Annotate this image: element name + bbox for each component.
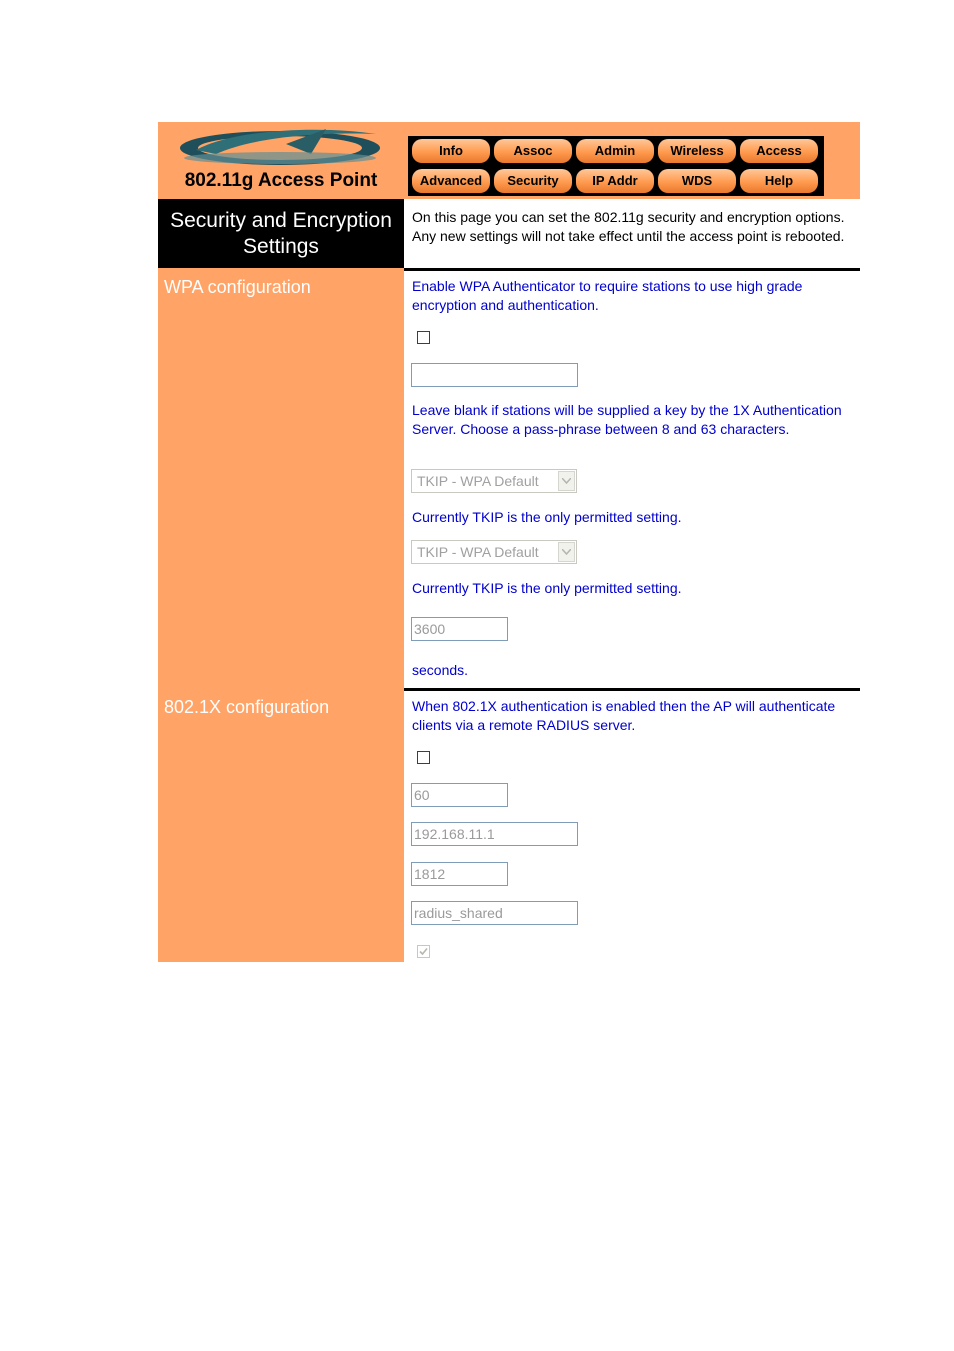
radius-port-input[interactable]: 1812 (411, 862, 508, 886)
nav-row-1 (408, 136, 824, 166)
dot1x-enabled-checkbox[interactable] (417, 751, 430, 764)
radius-ip-input[interactable]: 192.168.11.1 (411, 822, 578, 846)
radius-port-label: RADIUS server port number: (663, 866, 854, 882)
group-key-label-line1: WPA Group Key Update (696, 612, 854, 628)
nav-advanced-button[interactable]: Advanced (412, 169, 490, 193)
nav-wireless-button[interactable]: Wireless (658, 139, 736, 163)
page-title (158, 199, 404, 268)
multicast-cipher-value: TKIP - WPA Default (417, 473, 539, 489)
dot1x-label-column (158, 688, 404, 962)
auth-timeout-label: Authentication timeout (mins): (651, 787, 854, 803)
mac-auth-checkbox[interactable] (417, 945, 430, 958)
nav-row-2 (408, 166, 824, 196)
group-key-unit: seconds. (412, 662, 469, 678)
nav-security-button[interactable]: Security (494, 169, 572, 193)
settings-panel (158, 122, 860, 962)
wpa-section-title: WPA configuration (164, 277, 311, 297)
radius-ip-label: RADIUS server IP address: (675, 827, 854, 843)
multicast-cipher-select[interactable] (411, 469, 577, 493)
radius-secret-label: RADIUS server shared secret: (654, 906, 854, 922)
checkmark-icon (419, 947, 428, 956)
wpa-label-column (158, 268, 404, 688)
wpa-enabled-label: WPA enabled: (761, 330, 854, 346)
wpa-enabled-checkbox[interactable] (417, 331, 430, 344)
nav-help-button[interactable]: Help (740, 169, 818, 193)
psk-help: Leave blank if stations will be supplied a key by the 1X Authentication Server. Choose a pass-phrase between 8 and 63 characters. (412, 402, 842, 437)
chevron-down-icon (558, 542, 575, 562)
group-key-interval-input[interactable]: 3600 (411, 617, 508, 641)
nav-cell (404, 122, 860, 199)
pairwise-cipher-value: TKIP - WPA Default (417, 544, 539, 560)
group-key-label (620, 611, 860, 649)
mac-auth-label: MAC Address Authentication: (656, 944, 854, 960)
nav-assoc-button[interactable]: Assoc (494, 139, 572, 163)
logo-cell (158, 122, 404, 199)
dot1x-section-title: 802.1X configuration (164, 697, 330, 717)
pairwise-cipher-label: WPA Pairwise Cipher Type: (673, 544, 854, 560)
wpa-description: Enable WPA Authenticator to require stations to use high grade encryption and authentication. (412, 278, 803, 313)
pairwise-cipher-help: Currently TKIP is the only permitted setting. (412, 580, 682, 596)
nav-wds-button[interactable]: WDS (658, 169, 736, 193)
radius-secret-input[interactable]: radius_shared (411, 901, 578, 925)
multicast-cipher-label: WPA Multicast Cipher Type: (669, 473, 854, 489)
nav-info-button[interactable]: Info (412, 139, 490, 163)
nav-admin-button[interactable]: Admin (576, 139, 654, 163)
group-key-label-line2: Interval: (799, 631, 854, 647)
page-intro: On this page you can set the 802.11g security and encryption options. Any new settings will not take effect until the access point is rebooted. (412, 209, 845, 244)
psk-input[interactable] (411, 363, 578, 387)
psk-label: PSK pass-phrase: (734, 368, 854, 384)
multicast-cipher-help: Currently TKIP is the only permitted setting. (412, 509, 682, 525)
section-divider (404, 268, 860, 271)
nav-ip-addr-button[interactable]: IP Addr (576, 169, 654, 193)
page-title-line1: Security and Encryption (170, 209, 392, 232)
nav-access-button[interactable]: Access (740, 139, 818, 163)
section-divider (404, 688, 860, 691)
pairwise-cipher-select[interactable] (411, 540, 577, 564)
page-title-line2: Settings (243, 235, 319, 258)
dot1x-enabled-label: 802.1X enabled: (748, 750, 854, 766)
dot1x-description: When 802.1X authentication is enabled then the AP will authenticate clients via a remote RADIUS server. (412, 698, 836, 733)
auth-timeout-input[interactable]: 60 (411, 783, 508, 807)
brand-logo-icon (176, 124, 386, 170)
product-name: 802.11g Access Point (184, 170, 378, 191)
chevron-down-icon (558, 471, 575, 491)
